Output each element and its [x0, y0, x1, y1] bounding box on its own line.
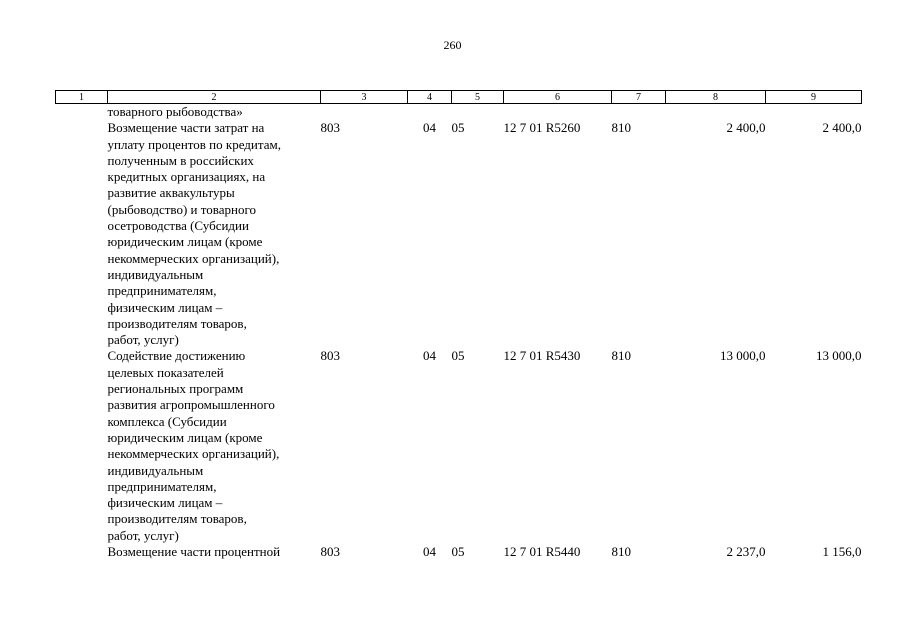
item-name-line: уплату процентов по кредитам,	[107, 136, 281, 152]
item-name-line: целевых показателей	[107, 364, 224, 380]
column-number-header: 6	[504, 91, 612, 104]
expense-type-code: 810	[611, 348, 631, 364]
item-name-line: индивидуальным	[107, 462, 204, 478]
item-name-line: развития агропромышленного	[107, 397, 275, 413]
item-name-line: комплекса (Субсидии	[107, 413, 227, 429]
continued-item-name: товарного рыбоводства»	[107, 104, 243, 119]
subsection-code: 05	[451, 544, 465, 560]
column-number-header: 7	[612, 91, 666, 104]
item-name-line: предпринимателям,	[107, 478, 217, 494]
item-name-line: кредитных организациях, на	[107, 169, 266, 185]
table-row	[56, 120, 862, 348]
item-name-line: юридическим лицам (кроме	[107, 234, 263, 250]
section-code: 04	[423, 120, 436, 136]
item-name-line: полученным в российских	[107, 152, 254, 168]
item-name	[108, 544, 321, 560]
column-number-header: 9	[766, 91, 862, 104]
section-code: 04	[423, 348, 436, 364]
target-article-code: 12 7 01 R5440	[503, 544, 581, 560]
item-name-line: производителям товаров,	[107, 511, 247, 527]
expense-type-code: 810	[611, 120, 631, 136]
section-code: 04	[423, 544, 436, 560]
item-name-line: производителям товаров,	[107, 315, 247, 331]
target-article-code: 12 7 01 R5430	[503, 348, 581, 364]
item-name-line: Содействие достижению	[107, 348, 246, 364]
item-name-line: работ, услуг)	[107, 332, 179, 348]
admin-code: 803	[320, 120, 340, 136]
item-name-line: работ, услуг)	[107, 527, 179, 543]
continuation-row	[56, 104, 862, 121]
target-article-code: 12 7 01 R5260	[503, 120, 581, 136]
column-number-header: 8	[666, 91, 766, 104]
subsection-code: 05	[451, 120, 465, 136]
item-name-line: индивидуальным	[107, 266, 204, 282]
amount-column-9: 13 000,0	[816, 348, 862, 364]
table-row	[56, 348, 862, 544]
amount-column-8: 13 000,0	[720, 348, 766, 364]
item-name	[108, 120, 321, 348]
item-name-line: предпринимателям,	[107, 283, 217, 299]
amount-column-8: 2 237,0	[726, 544, 766, 560]
table-row	[56, 544, 862, 560]
amount-column-8: 2 400,0	[726, 120, 766, 136]
column-number-header: 3	[321, 91, 408, 104]
item-name	[108, 348, 321, 544]
budget-table	[55, 90, 862, 560]
item-name-line: Возмещение части процентной	[107, 544, 281, 560]
column-number-header: 4	[408, 91, 452, 104]
expense-type-code: 810	[611, 544, 631, 560]
item-name-line: юридическим лицам (кроме	[107, 429, 263, 445]
column-number-header: 5	[452, 91, 504, 104]
item-name-line: физическим лицам –	[107, 299, 223, 315]
column-number-header: 2	[108, 91, 321, 104]
item-name-line: развитие аквакультуры	[107, 185, 235, 201]
item-name-line: некоммерческих организаций),	[107, 446, 280, 462]
item-name-line: региональных программ	[107, 381, 244, 397]
subsection-code: 05	[451, 348, 465, 364]
item-name-line: некоммерческих организаций),	[107, 250, 280, 266]
column-number-header: 1	[56, 91, 108, 104]
item-name-line: физическим лицам –	[107, 495, 223, 511]
amount-column-9: 1 156,0	[822, 544, 862, 560]
item-name-line: осетроводства (Субсидии	[107, 218, 249, 234]
column-number-header-row	[56, 91, 862, 104]
item-name-line: Возмещение части затрат на	[107, 120, 265, 136]
admin-code: 803	[320, 544, 340, 560]
page-number: 260	[443, 38, 462, 52]
amount-column-9: 2 400,0	[822, 120, 862, 136]
admin-code: 803	[320, 348, 340, 364]
item-name-line: (рыбоводство) и товарного	[107, 201, 256, 217]
